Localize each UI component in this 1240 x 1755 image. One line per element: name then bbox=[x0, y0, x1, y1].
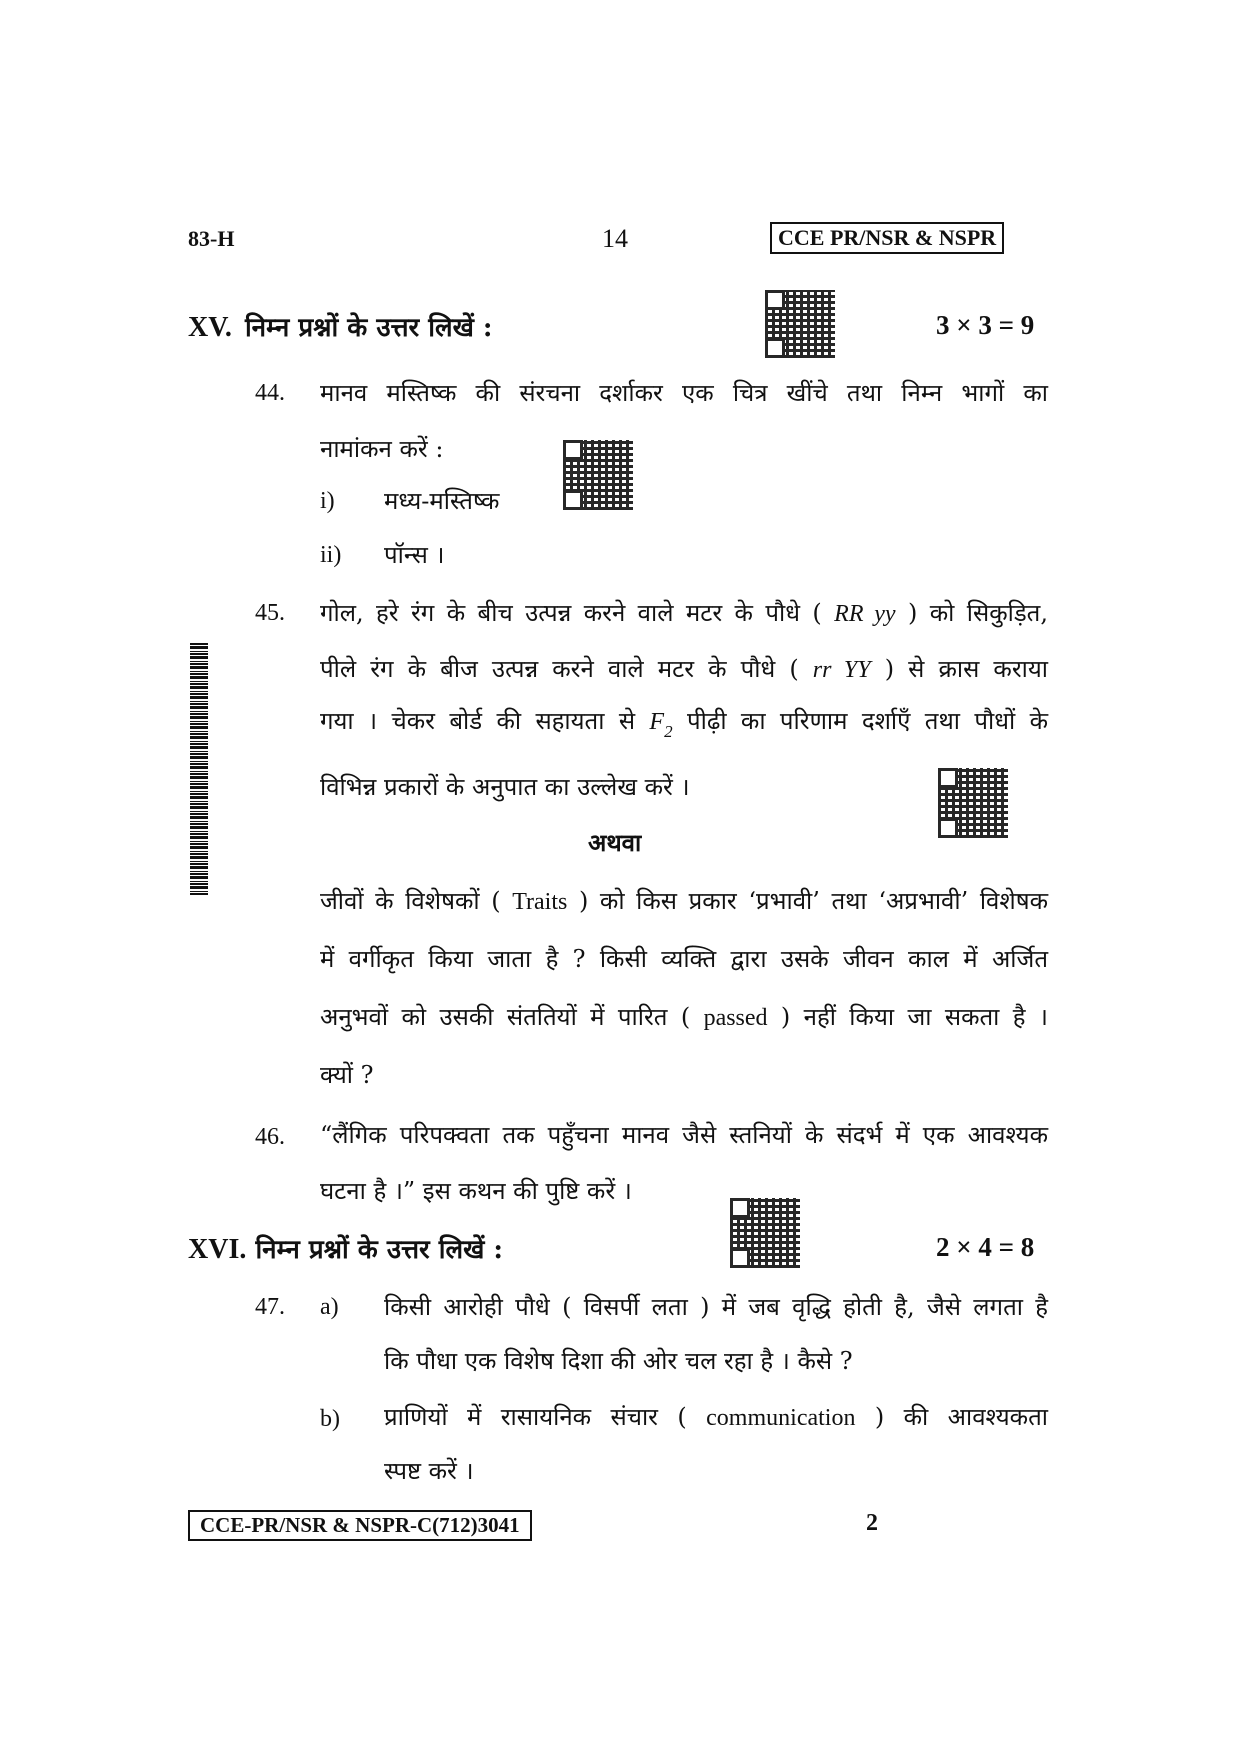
q45-genotype-2: rr YY bbox=[812, 657, 871, 683]
section-xvi-title: निम्न प्रश्नों के उत्तर लिखें : bbox=[255, 1235, 504, 1265]
qr-code-q45 bbox=[938, 768, 1008, 838]
question-47a-line-1: किसी आरोही पौधे ( विसर्पी लता ) में जब वृद्धि होती है, जैसे लगता है bbox=[384, 1293, 1048, 1321]
q45-line1-part-b: ) को सिकुड़ित, bbox=[907, 599, 1048, 627]
question-45-line-4: विभिन्न प्रकारों के अनुपात का उल्लेख करें । bbox=[320, 773, 690, 801]
section-xvi-marks: 2 × 4 = 8 bbox=[936, 1232, 1035, 1262]
q45-line1-part-a: गोल, हरे रंग के बीच उत्पन्न करने वाले मटर के पौधे ( bbox=[320, 599, 822, 627]
series-code: CCE PR/NSR & NSPR bbox=[770, 222, 1004, 254]
q45-traits-word: Traits bbox=[512, 889, 568, 915]
section-xvi-heading bbox=[188, 1230, 503, 1266]
paper-code: 83-H bbox=[188, 226, 235, 251]
q45-alt-line3-part-b: ) नहीं किया जा सकता है । bbox=[780, 1003, 1048, 1031]
question-45-alt-line-2: में वर्गीकृत किया जाता है ? किसी व्यक्ति द्वारा उसके जीवन काल में अर्जित bbox=[320, 945, 1048, 973]
question-44-option-ii-text: पॉन्स । bbox=[384, 541, 445, 569]
q45-alt-line3-part-a: अनुभवों को उसकी संततियों में पारित ( bbox=[320, 1003, 691, 1031]
question-44-line-2: नामांकन करें : bbox=[320, 435, 444, 463]
question-46-line-2: घटना है ।” इस कथन की पुष्टि करें । bbox=[320, 1177, 632, 1205]
question-45-line-1 bbox=[320, 596, 1048, 629]
qr-code-section-xv bbox=[765, 290, 835, 358]
section-xv-title: निम्न प्रश्नों के उत्तर लिखें : bbox=[244, 313, 493, 343]
q47b-communication-word: communication bbox=[706, 1405, 856, 1431]
question-45-number: 45. bbox=[255, 600, 285, 626]
question-45-alt-line-3 bbox=[320, 1000, 1048, 1033]
question-45-alt-line-1 bbox=[320, 884, 1048, 917]
barcode-image bbox=[190, 643, 208, 895]
question-44-number: 44. bbox=[255, 380, 285, 406]
footer-paper-code: CCE-PR/NSR & NSPR-C(712)3041 bbox=[188, 1510, 532, 1541]
footer-sheet-number: 2 bbox=[866, 1510, 878, 1536]
or-divider: अथवा bbox=[588, 828, 642, 857]
question-44-option-ii-label: ii) bbox=[320, 542, 342, 568]
qr-code-section-xvi bbox=[730, 1198, 800, 1268]
question-47a-line-2: कि पौधा एक विशेष दिशा की ओर चल रहा है । कैसे ? bbox=[384, 1347, 853, 1375]
question-47b-line-1 bbox=[384, 1400, 1048, 1433]
question-45-alt-line-4: क्यों ? bbox=[320, 1061, 374, 1089]
question-46-line-1: “लैंगिक परिपक्वता तक पहुँचना मानव जैसे स्तनियों के संदर्भ में एक आवश्यक bbox=[320, 1121, 1048, 1149]
question-47b-label: b) bbox=[320, 1406, 340, 1432]
question-44-option-i-label: i) bbox=[320, 488, 335, 514]
question-45-line-2 bbox=[320, 652, 1048, 685]
q45-genotype-1: RR yy bbox=[834, 601, 896, 627]
q45-passed-word: passed bbox=[703, 1005, 768, 1031]
section-xv-heading bbox=[188, 308, 493, 344]
q45-line3-part-b: पीढ़ी का परिणाम दर्शाएँ तथा पौधों के bbox=[686, 707, 1048, 735]
q47b-line1-part-a: प्राणियों में रासायनिक संचार ( bbox=[384, 1403, 687, 1431]
q45-alt-line1-part-a: जीवों के विशेषकों ( bbox=[320, 887, 501, 915]
question-45-line-3 bbox=[320, 704, 1048, 742]
q45-line2-part-a: पीले रंग के बीज उत्पन्न करने वाले मटर के पौधे ( bbox=[320, 655, 799, 683]
page-number: 14 bbox=[602, 224, 628, 253]
q45-f-symbol: $F_2$ bbox=[649, 709, 673, 741]
q45-line3-part-a: गया । चेकर बोर्ड की सहायता से bbox=[320, 707, 636, 735]
q47b-line1-part-b: ) की आवश्यकता bbox=[874, 1403, 1048, 1431]
question-47b-line-2: स्पष्ट करें । bbox=[384, 1457, 474, 1485]
qr-code-q44 bbox=[563, 440, 633, 510]
section-xv-marks: 3 × 3 = 9 bbox=[936, 310, 1035, 340]
question-46-number: 46. bbox=[255, 1124, 285, 1150]
question-47-number: 47. bbox=[255, 1294, 285, 1320]
question-44-option-i-text: मध्य-मस्तिष्क bbox=[384, 487, 500, 515]
q45-alt-line1-part-b: ) को किस प्रकार ‘प्रभावी’ तथा ‘अप्रभावी’ विशेषक bbox=[578, 887, 1048, 915]
section-xvi-number: XVI. bbox=[188, 1234, 247, 1265]
q45-line2-part-b: ) से क्रास कराया bbox=[884, 655, 1049, 683]
question-44-line-1: मानव मस्तिष्क की संरचना दर्शाकर एक चित्र खींचे तथा निम्न भागों का bbox=[320, 379, 1048, 407]
question-47a-label: a) bbox=[320, 1294, 339, 1320]
q45-f-subscript: 2 bbox=[664, 722, 673, 741]
section-xv-number: XV. bbox=[188, 312, 232, 343]
